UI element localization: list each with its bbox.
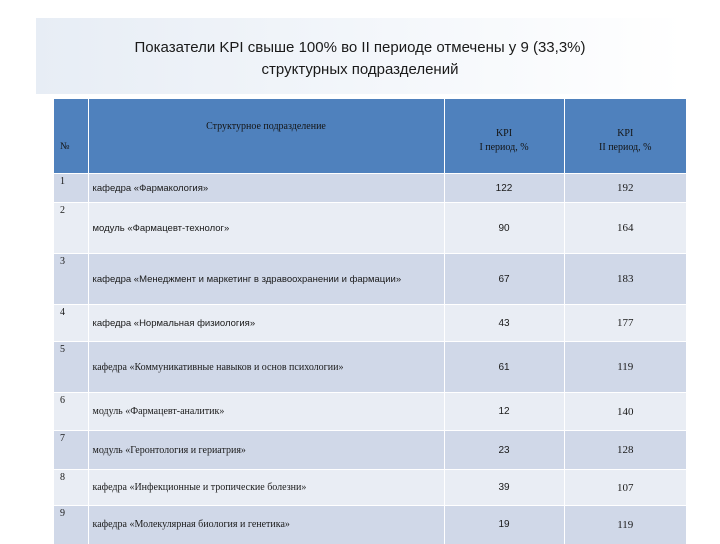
header-kpi1-line1: KPI [495,128,513,139]
row-kpi1: 67 [444,254,564,305]
row-number: 3 [54,254,88,305]
row-kpi1: 12 [444,393,564,431]
row-number: 5 [54,342,88,393]
row-number: 1 [54,174,88,203]
table-row [54,254,686,305]
table-row [54,305,686,342]
row-number: 9 [54,506,88,544]
row-unit-name: модуль «Фармацевт-технолог» [88,203,444,254]
row-kpi1: 122 [444,174,564,203]
title-line-2: структурных подразделений [261,61,459,78]
row-kpi1: 23 [444,431,564,470]
row-unit-name: модуль «Геронтология и гериатрия» [88,431,444,470]
row-unit-name: кафедра «Инфекционные и тропические болезни» [88,470,444,506]
row-kpi2: 183 [564,254,686,305]
row-kpi2: 140 [564,393,686,431]
row-kpi1: 39 [444,470,564,506]
title-line-1: Показатели KPI свыше 100% во II периоде отмечены у 9 (33,3%) [134,39,586,56]
row-kpi1: 43 [444,305,564,342]
row-unit-name: кафедра «Фармакология» [88,174,444,203]
row-number: 6 [54,393,88,431]
row-kpi1: 90 [444,203,564,254]
table-row [54,174,686,203]
header-kpi-period-1 [444,99,564,174]
row-unit-name: кафедра «Коммуникативные навыков и основ психологии» [88,342,444,393]
row-unit-name: кафедра «Менеджмент и маркетинг в здравоохранении и фармации» [88,254,444,305]
row-number: 4 [54,305,88,342]
row-kpi2: 119 [564,506,686,544]
row-unit-name: кафедра «Нормальная физиология» [88,305,444,342]
row-kpi2: 119 [564,342,686,393]
header-kpi2-line2: II период, % [599,142,652,153]
header-kpi1-line2: I период, % [479,142,529,153]
header-kpi-period-2 [564,99,686,174]
row-number: 7 [54,431,88,470]
row-kpi1: 19 [444,506,564,544]
slide-title [36,37,684,81]
row-kpi2: 192 [564,174,686,203]
header-unit: Структурное подразделение [88,99,444,174]
row-kpi2: 107 [564,470,686,506]
table-row [54,393,686,431]
table-row [54,470,686,506]
row-kpi2: 177 [564,305,686,342]
header-kpi2-line1: KPI [617,128,634,139]
table-row [54,431,686,470]
row-number: 8 [54,470,88,506]
table-header-row [54,99,686,174]
table-row [54,203,686,254]
row-kpi2: 164 [564,203,686,254]
row-kpi2: 128 [564,431,686,470]
table-row [54,342,686,393]
row-unit-name: кафедра «Молекулярная биология и генетика» [88,506,444,544]
row-number: 2 [54,203,88,254]
kpi-table [54,99,686,544]
row-unit-name: модуль «Фармацевт-аналитик» [88,393,444,431]
table-row [54,506,686,544]
row-kpi1: 61 [444,342,564,393]
header-number: № [54,99,88,174]
